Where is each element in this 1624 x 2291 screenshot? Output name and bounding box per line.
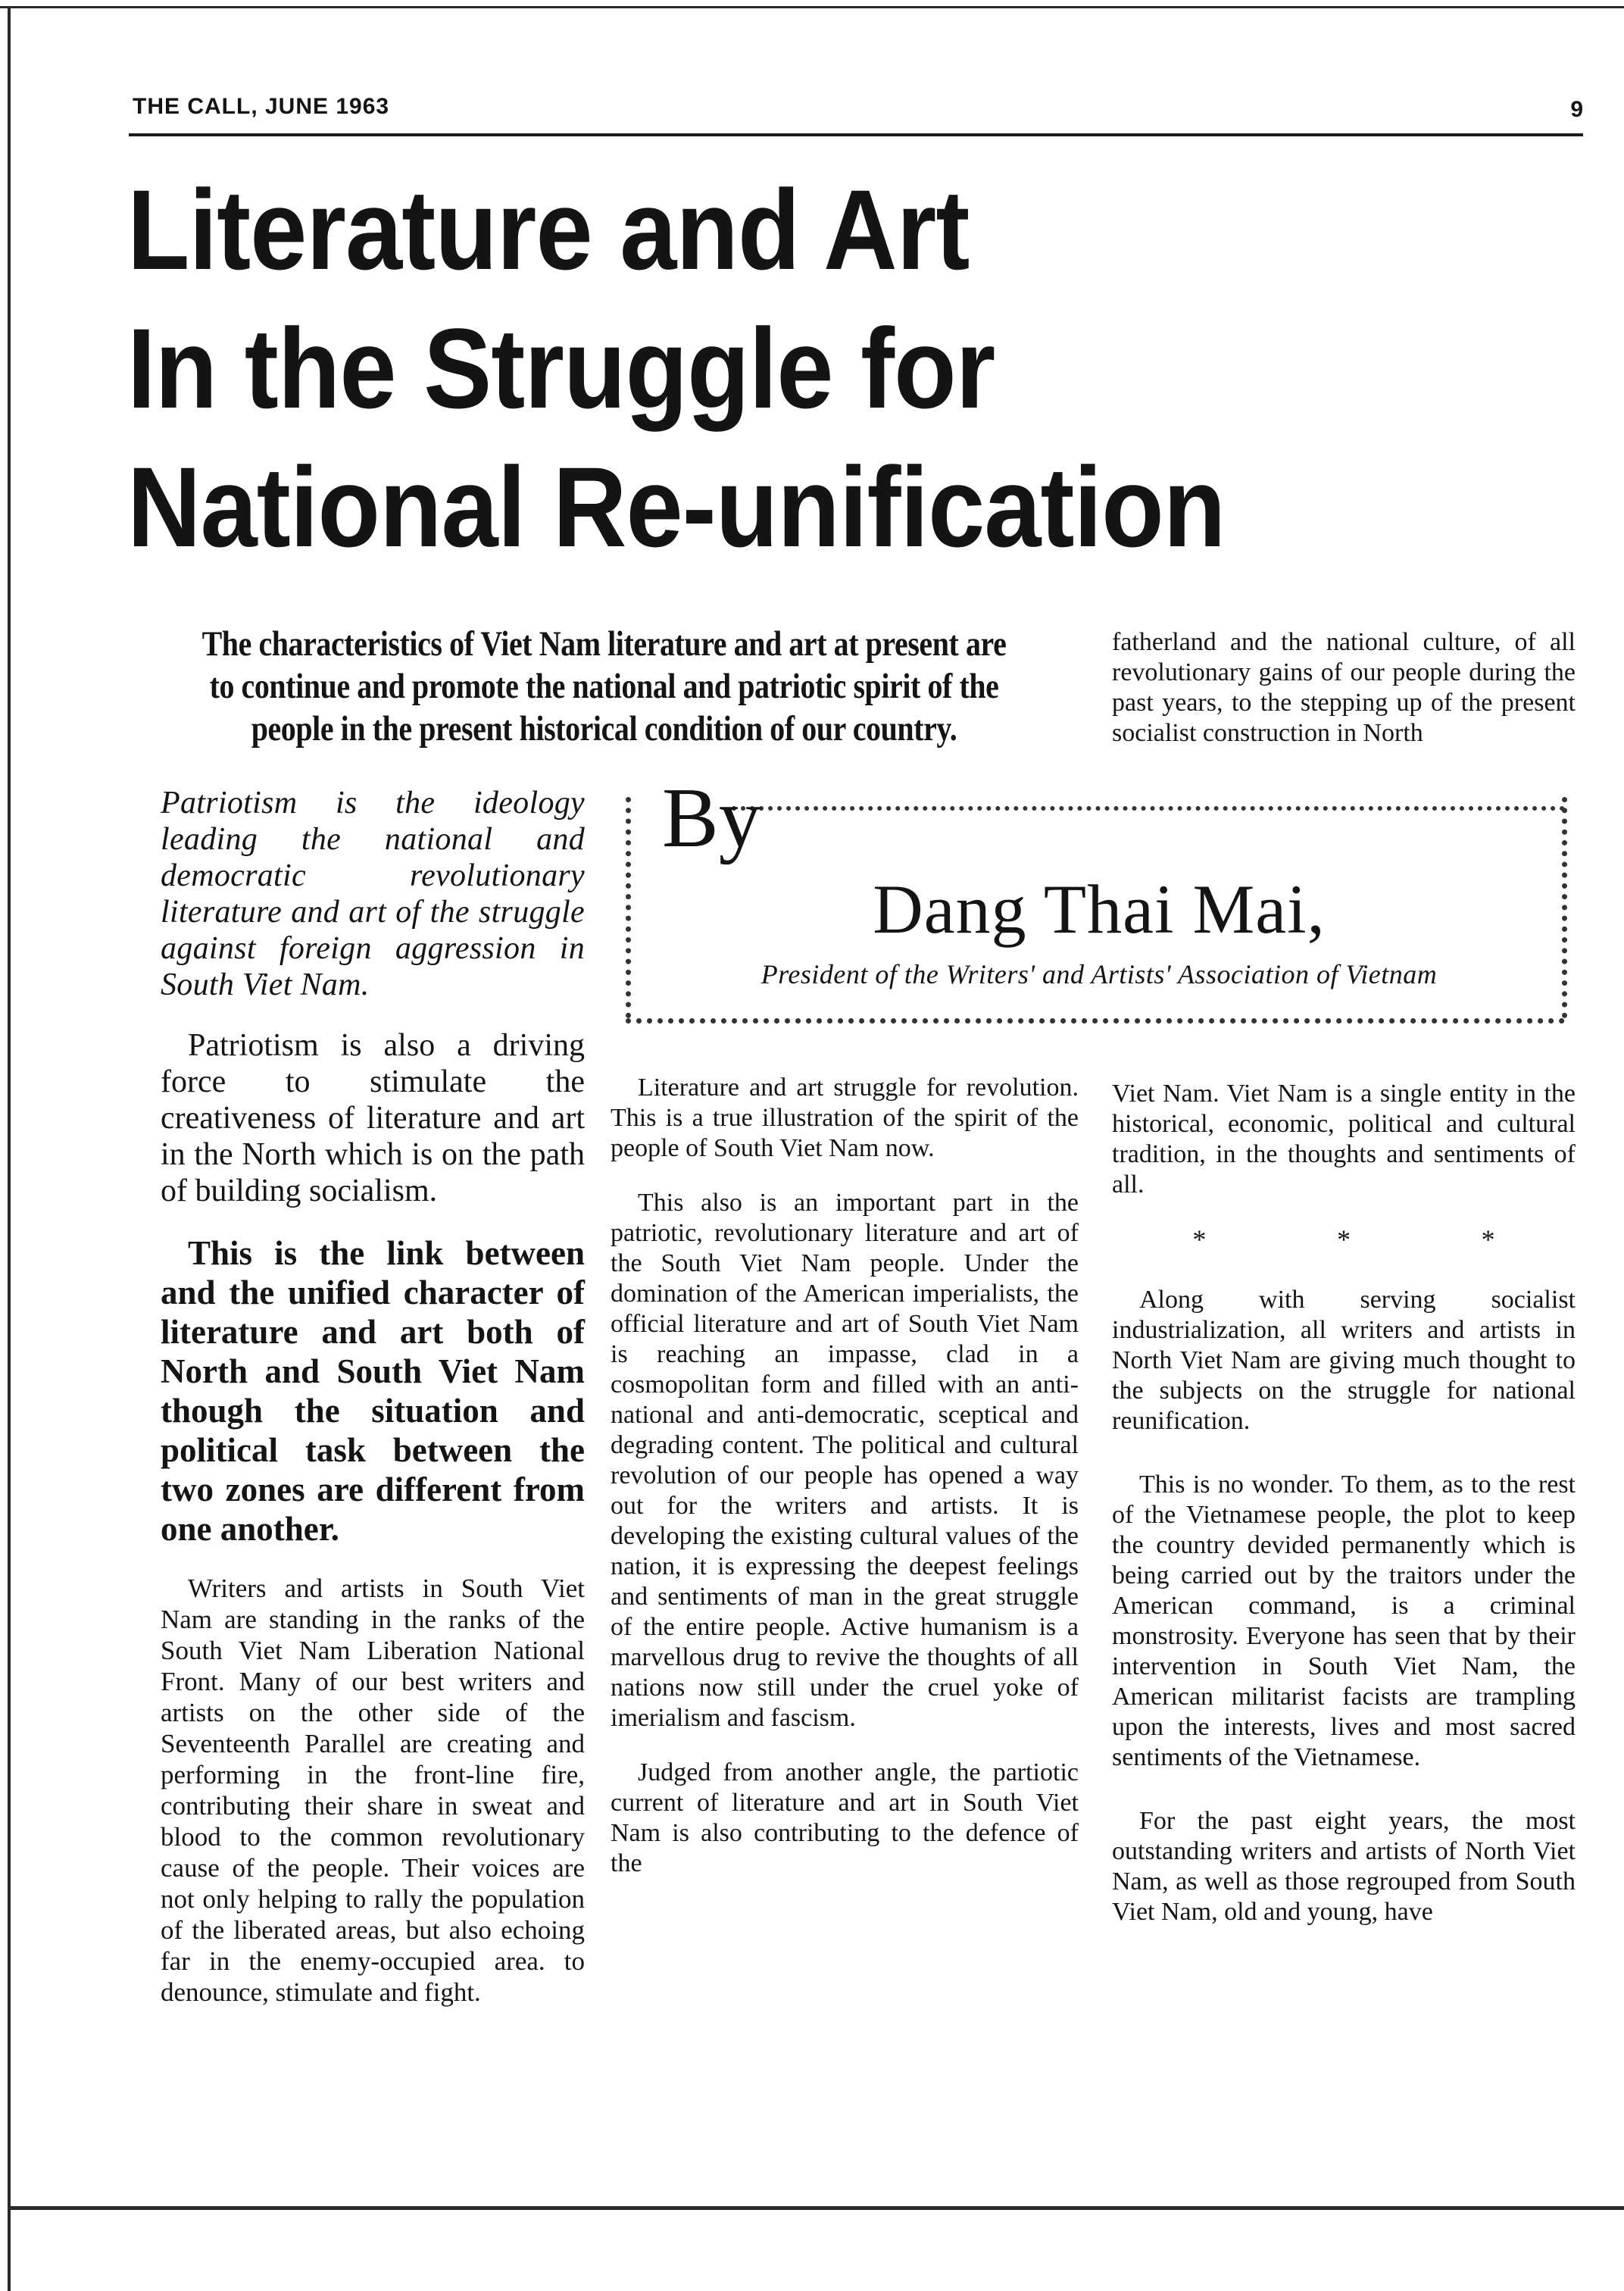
column-3 [1112,627,1576,1952]
paragraph: Judged from another angle, the partiotic current of literature and art in South Viet Nam is also contributing to the defence of the [611,1758,1079,1877]
separator-star: * [1481,1224,1495,1255]
paragraph: Patriotism is the ideology leading the national and democratic revolutionary literature and art of the struggle against foreign aggression in South Viet Nam. [161,786,585,1002]
byline-author: Dang Thai Mai, [873,870,1326,948]
article-headline [127,161,1313,577]
paragraph: This also is an important part in the patriotic, revolutionary literature and art of the South Viet Nam people. Under the domination of the American imperialists, the official literature and art of South Viet Nam is reaching an impasse, clad in a cosmopolitan form and filled with an anti-national and anti-democratic, sceptical and degrading content. The political and cultural revolution of our people has opened a way out for the writers and artists. It is developing the existing cultural values of the nation, it is expressing the deepest feelings and sentiments of man in the great struggle of the entire people. Active humanism is a marvellous drug to revive the thoughts of all nations now still under the cruel yoke of imerialism and fascism. [611,1189,1079,1732]
section-separator [1112,1224,1576,1255]
headline-line-2: In the Struggle for [127,305,995,432]
headline-line-1: Literature and Art [127,166,970,293]
byline-by: By [662,771,761,865]
running-head [133,94,1583,139]
paragraph: Viet Nam. Viet Nam is a single entity in the historical, economic, political and cultural tradition, in the thoughts and sentiments of all. [1112,1080,1576,1199]
pull-paragraph: This is the link between and the unified character of literature and art both of North and South Viet Nam though the situation and political task between the two zones are different from one another. [161,1234,585,1548]
article-deck: The characteristics of Viet Nam literature and art at present are to continue and promote the national and patriotic spirit of the people in the present historical condition of our country. [201,624,1007,749]
paragraph: Along with serving socialist industrialization, all writers and artists in North Viet Nam are giving much thought to the subjects on the struggle for national reunification. [1112,1286,1576,1435]
column-2 [611,1073,1079,1903]
paragraph: Patriotism is also a driving force to stimulate the creativeness of literature and art in the North which is on the path of building socialism. [161,1028,585,1208]
byline-role: President of the Writers' and Artists' Association of Vietnam [760,959,1438,989]
column-1 [161,785,585,2032]
page-border-top [0,6,1624,8]
paragraph: fatherland and the national culture, of all revolutionary gains of our people during the past years, to the stepping up of the present socialist construction in North [1112,628,1576,747]
header-rule [129,133,1583,136]
page-border-bottom [11,2206,1624,2210]
paragraph: For the past eight years, the most outstanding writers and artists of North Viet Nam, as well as those regrouped from South Viet Nam, old and young, have [1112,1807,1576,1926]
publication-date: THE CALL, JUNE 1963 [133,94,390,119]
separator-star: * [1192,1224,1207,1255]
paragraph: This is no wonder. To them, as to the rest of the Vietnamese people, the plot to keep the country devided permanently which is being carried out by the traitors under the American command, is a criminal monstrosity. Everyone has seen that by their intervention in South Viet Nam, the American militarist facists are trampling upon the interests, lives and most sacred sentiments of the Vietnamese. [1112,1471,1576,1771]
page-number: 9 [1570,97,1583,122]
paragraph: Literature and art struggle for revolution. This is a true illustration of the spirit of the people of South Viet Nam now. [611,1074,1079,1162]
paragraph: Writers and artists in South Viet Nam are standing in the ranks of the South Viet Nam Liberation National Front. Many of our best writers and artists on the other side of the Seventeenth Parallel are creating and performing in the front-line fire, contributing their share in sweat and blood to the common revolutionary cause of the people. Their voices are not only helping to rally the population of the liberated areas, but also echoing far in the enemy-occupied area. to denounce, stimulate and fight. [161,1574,585,2007]
separator-star: * [1336,1224,1351,1255]
page-border-left [8,6,11,2291]
headline-line-3: National Re-unification [127,443,1226,570]
